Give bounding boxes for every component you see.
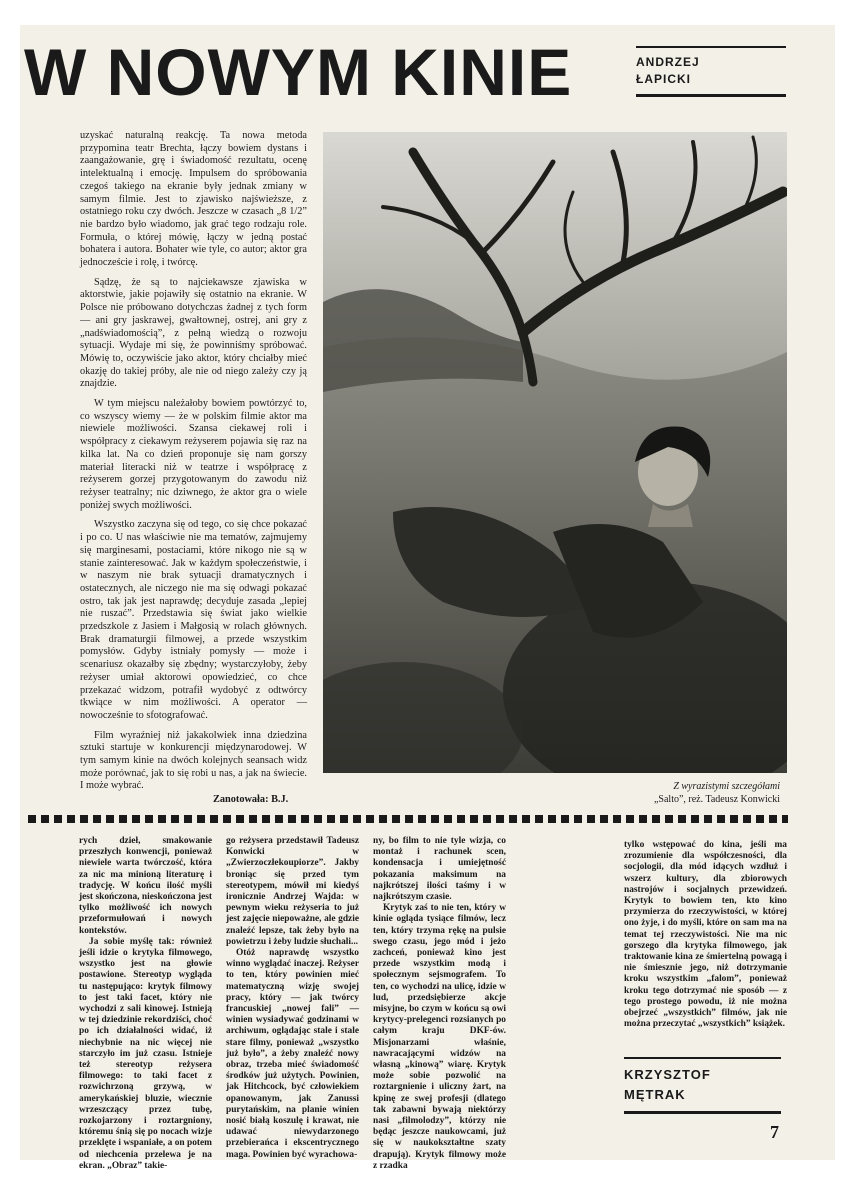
author-box-bottom (624, 1057, 781, 1114)
left-text-column (80, 130, 307, 800)
bottom-column-4 (624, 840, 787, 1030)
paragraph: Krytyk zaś to nie ten, który w kinie ogląda tysiące filmów, lecz ten, który trzyma rękę na pulsie swego czasu, jego mód i jeżo zachceń, ponieważ kino jest przede wszystkim modą i społecznym sejsmografem. To ten, co wychodzi na ulicę, idzie w lud, przedsiębierze akcje misyjne, bo czym w końcu są owi krytycy-prelegenci rozsianych po całym kraju DKF-ów. Misjonarzami właśnie, nawracającymi widzów na własną „kinową” wiarę. Krytyk może sobie pozwolić na roztargnienie i uliczny żart, na kpinę ze swej profesji (dlatego tak zabawni bywają niektórzy nasi „filmolodzy”, którzy nie będąc jeszcze naukowcami, już się w naukokształtne szaty drapują). Krytyk filmowy może z rzadka (373, 903, 506, 1171)
paragraph: W tym miejscu należałoby bowiem powtórzyć to, co wszyscy wiemy — że w polskim filmie aktor ma niewiele możliwości. Szansa ciekawej roli i współpracy z ciekawym reżyserem pojawia się raz na kilka lat. Na co dzień proponuje się nam gorszy materiał literacki niż w teatrze i współpracę z reżyserem gorzej przygotowanym do zawodu niż reżyser teatralny; nic dziwnego, że aktor gra o wiele poniżej swych możliwości. (80, 398, 307, 511)
paragraph: uzyskać naturalną reakcję. Ta nowa metoda przypomina teatr Brechta, łączy bowiem dystans i zaangażowanie, grę i świadomość rezultatu, ocenę intelektualną i emocję. Impulsem do spróbowania czegoś takiego na ekranie były jednak zmiany w samym filmie. Jest to zjawisko najświeższe, z ostatniego roku czy dwóch. Jeszcze w czasach „8 1/2” nie bardzo było wiadomo, jak grać tego rodzaju role. Formuła, o której mówię, łączy w jedną postać bohatera i autora. Bohater wie tyle, co autor; aktor gra jednoczeście i rolę, i twórcę. (80, 130, 307, 269)
article-title: W NOWYM KINIE (24, 35, 573, 109)
author-first-name: ANDRZEJ (636, 55, 700, 69)
author-last-name: ŁAPICKI (636, 72, 691, 86)
caption-line-1: Z wyrazistymi szczegółami (673, 781, 780, 792)
author-last-name: MĘTRAK (624, 1087, 686, 1102)
paragraph: go reżysera przedstawił Tadeusz Konwicki w „Zwierzoczłekoupiorze”. Jakby broniąc się przed tym stereotypem, mówił mi kiedyś ironicznie Andrzej Wajda: w pewnym wieku reżyseria to już jest zajęcie niepoważne, ale gdzie znaleźć lepsze, tak żeby było na powietrzu i żeby ludzie słuchali... (226, 836, 359, 947)
author-box-top (636, 46, 786, 97)
photo-illustration (323, 132, 787, 773)
paragraph: tylko wstępować do kina, jeśli ma zrozumienie dla współczesności, dla socjologii, dla mód idących wzdłuż i wszerz kultury, dla zbiorowych nastrojów i socjalnych przewidzeń. Krytyk to bowiem ten, kto kino przymierza do rzeczywistości, w której ono żyje, i do myśli, które on sam ma na temat tej rzeczywistości. Nie ma nic gorszego dla krytyka filmowego, jak traktowanie kina ze śmiertelną powagą i nie śmiesznie jego, niż dotrzymanie kroku wszystkim „falom”, ponieważ kroku tego dotrzymać nie sposób — z tego prostego powodu, iż nie można obejrzeć „wszystkich” filmów, jak nie można przeczytać „wszystkich” książek. (624, 840, 787, 1030)
photo-caption (470, 780, 780, 806)
paragraph: Sądzę, że są to najciekawsze zjawiska w aktorstwie, jakie pojawiły się ostatnio na ekranie. W Polsce nie próbowano dotychczas żadnej z tych form — ani gry jaskrawej, gwałtownej, ostrej, ani gry z „nadświadomością”, z pełną wiedzą o rozwoju sytuacji. Wydaje mi się, że powinniśmy spróbować. Mówię to, oczywiście jako aktor, który chciałby mieć okazję do takiej próby, ale nie od niego zależy czy ją znajdzie. (80, 276, 307, 390)
caption-line-2: „Salto”, reż. Tadeusz Konwicki (653, 794, 780, 805)
paragraph: Film wyraźniej niż jakakolwiek inna dziedzina sztuki startuje w konkurencji międzynarodowej. W tym samym kinie na dwóch kolejnych seansach widz może porównać, jak to się robi u nas, a jak na świecie. I może wybrać. (80, 729, 307, 792)
page-number: 7 (770, 1122, 779, 1142)
paragraph: ny, bo film to nie tyle wizja, co montaż i rachunek scen, kondensacja i umiejętność pokazania maksimum na najkrótszej ilości taśmy i w najkrótszym czasie. (373, 836, 506, 903)
paragraph: Ja sobie myślę tak: również jeśli idzie o krytyka filmowego, wszystko jest na głowie postawione. Stereotyp wygląda tu następująco: krytyk filmowy to jest taki facet, który nie wychodzi z sali kinowej. Istnieją w tej dziedzinie rekordziści, choć po ich działalności widać, iż niechybnie na nic więcej nie starczyło im już czasu. Istnieje też stereotyp reżysera filmowego: to taki facet z rozwichrzoną grzywą, w amerykańskiej bluzie, wiecznie wrzeszczący przez tubę, rozkojarzony i roztargniony, któremu śnią się po nocach wizje przeklęte i wspaniałe, a on potem od niechcenia przelewa je na ekran. „Obraz” takie- (79, 936, 212, 1171)
bottom-column-1 (79, 836, 212, 1172)
signature: Zanotowała: B.J. (213, 794, 289, 805)
paragraph: Otóż naprawdę wszystko winno wyglądać inaczej. Reżyser to ten, który powinien mieć matematyczną wizję swojej pracy, który — jak twórcy francuskiej „nowej fali” — winien wysiadywać godzinami w archiwum, oglądając stale i stale stare filmy, ponieważ „wszystko już było”, a żeby znaleźć nowy obraz, trzeba mieć świadomość środków już użytych. Powinien, jak Hitchcock, być człowiekiem opanowanym, jak Zanussi purytańskim, na planie winien nosić białą koszulę i krawat, nie udawać niewydarzonego przebierańca i ekscentrycznego maga. Powinien być wyrachowa- (226, 948, 359, 1160)
paragraph: Wszystko zaczyna się od tego, co się chce pokazać i po co. U nas właściwie nie ma tematów, zajmujemy się marginesami, postaciami, które nikogo nie są w stanie zainteresować. Jak w każdym społeczeństwie, i w naszym nie brak sytuacji dramatycznych i ostatecznych, ale niczego nie ma się odwagi pokazać ostro, tak jak jest naprawdę; decyduje zasada „lepiej nie ruszać”. Przedstawia się świat jako wielkie przedszkole z Jasiem i Małgosią w rolach głównych. Brak dramaturgii filmowej, a przede wszystkim pomysłów. Gdyby istniały pomysły — może i scenariusz okazałby się zbędny; wystarczyłoby, żeby reżyser umiał aktorowi opowiedzieć, co chce przekazać widzom, potrafił wydobyć z odtwórcy tkwiące w nim możliwości. A operator — nowocześnie to sfotografować. (80, 519, 307, 721)
dashed-divider (28, 815, 788, 823)
film-still-photo (323, 132, 787, 773)
paragraph: rych dzieł, smakowanie przeszłych konwencji, ponieważ niewiele warta twórczość, która za nic ma minioną literaturę i tradycję. W końcu ilość myśli jest skończona, nieskończona jest tylko możliwość ich nowych przeformułowań i nowych kontekstów. (79, 836, 212, 936)
bottom-column-3 (373, 836, 506, 1172)
bottom-column-2 (226, 836, 359, 1161)
author-first-name: KRZYSZTOF (624, 1067, 711, 1082)
